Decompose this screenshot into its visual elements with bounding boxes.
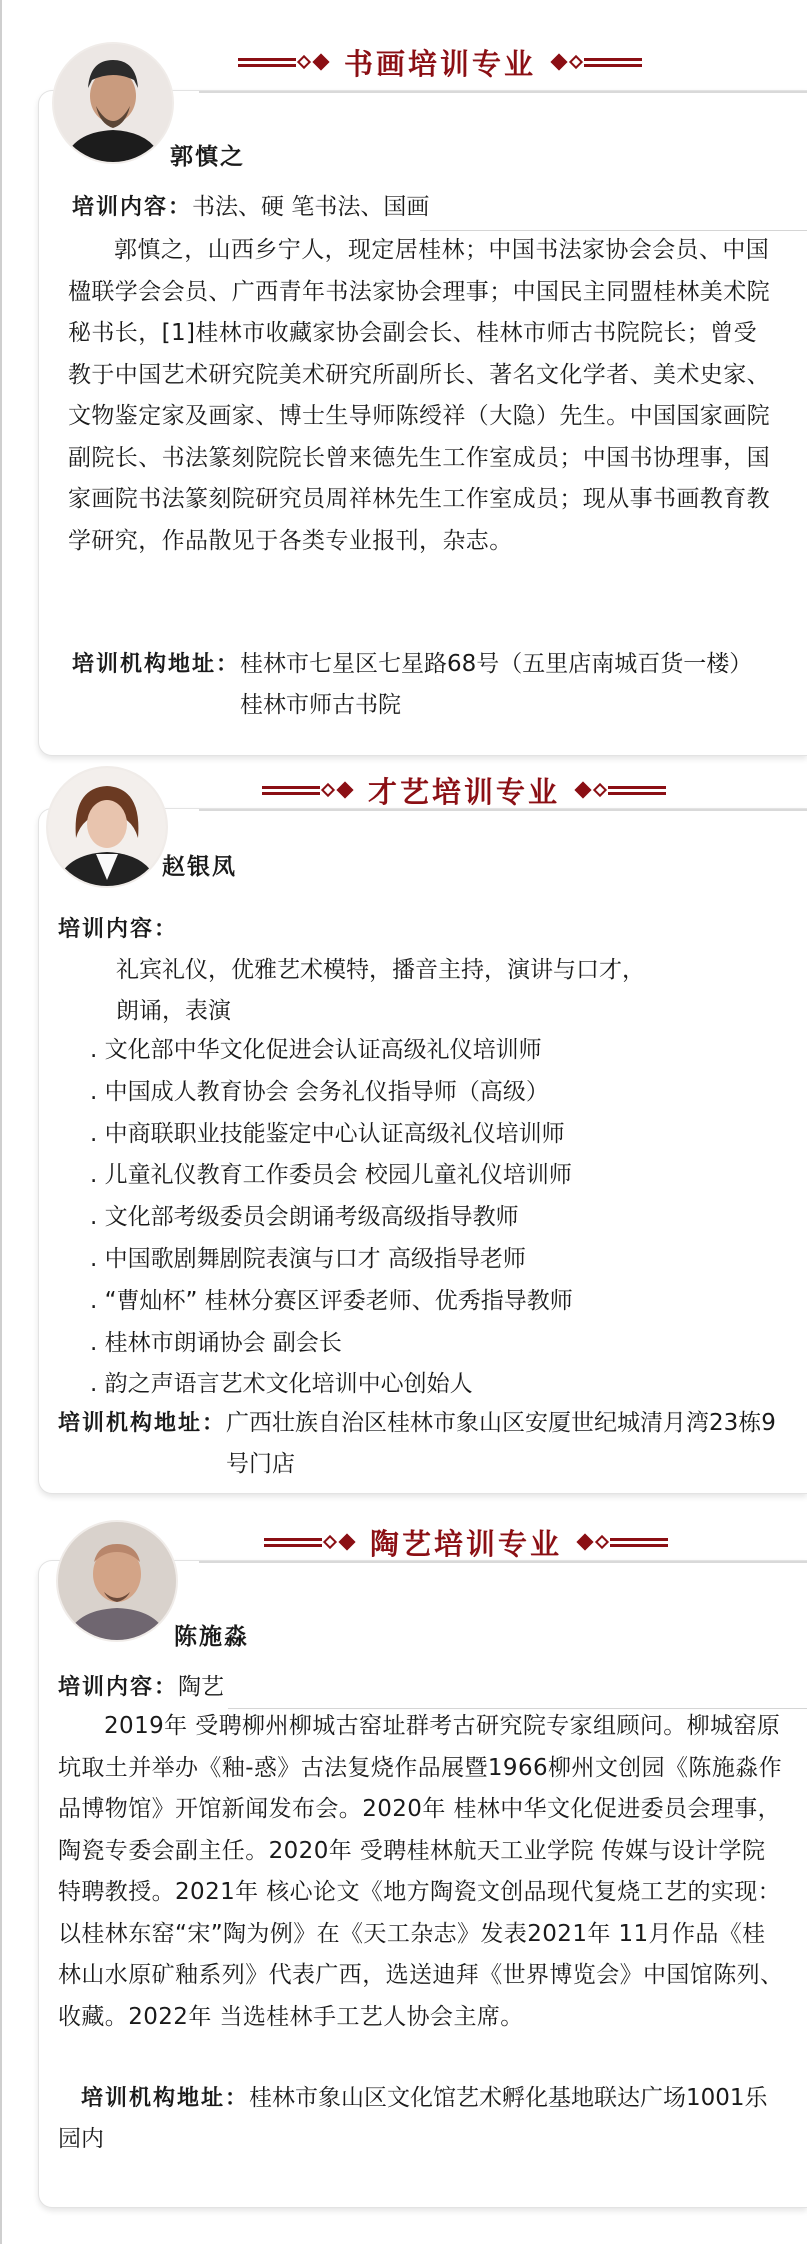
address-label: 培训机构地址： [81,2086,250,2111]
teacher-name: 郭慎之 [170,144,245,170]
content-label: 培训内容： [58,917,179,942]
content-row [72,186,429,229]
content-label: 培训内容： [72,195,193,220]
list-item: . 韵之声语言艺术文化培训中心创始人 [90,1371,473,1398]
right-ornament-icon [576,1536,668,1548]
section-title: 陶艺培训专业 [370,1526,563,1561]
list-item: . “曹灿杯” 桂林分赛区评委老师、优秀指导教师 [90,1287,573,1314]
avatar-zhao-yinfeng [46,766,168,888]
avatar-guo-shenzhi [52,42,174,164]
section-title: 书画培训专业 [344,46,537,81]
section-header-pottery [264,1522,668,1562]
content-value: 书法、硬 笔书法、国画 [192,194,430,220]
left-ornament-icon [264,1536,356,1548]
address-value: 桂林市七星区七星路68号（五里店南城百货一楼）桂林市师古书院 [240,651,753,718]
teacher-name: 赵银凤 [162,854,237,880]
list-item: . 儿童礼仪教育工作委员会 校园儿童礼仪培训师 [90,1162,572,1189]
right-ornament-icon [550,56,642,68]
list-item: . 桂林市朗诵协会 副会长 [90,1329,342,1356]
avatar-chen-shimiao [56,1520,178,1642]
list-item: . 文化部考级委员会朗诵考级高级指导教师 [90,1204,519,1231]
address-label: 培训机构地址： [58,1411,227,1436]
teacher-bio: 2019年 受聘柳州柳城古窑址群考古研究院专家组顾问。柳城窑原坑取土并举办《釉-惑》古法复烧作品展暨1966柳州文创园《陈施淼作品博物馆》开馆新闻发布会。2020年 桂林中华文化促进委员会理事，陶瓷专委会副主任。2020年 受聘桂林航天工业学院 传媒与设计学院特聘教授。2021年 核心论文《地方陶瓷文创品现代复烧工艺的实现：以桂林东窑“宋”陶为例》在《天工杂志》发表2021年 11月作品《桂林山水原矿釉系列》代表广西，选送迪拜《世界博览会》中国馆陈列、收藏。2022年 当选桂林手工艺人协会主席。 [58,1713,784,2030]
list-item: . 中商联职业技能鉴定中心认证高级礼仪培训师 [90,1120,565,1147]
address-row [72,644,772,726]
list-item: . 中国歌剧舞剧院表演与口才 高级指导老师 [90,1245,526,1272]
list-item: . 中国成人教育协会 会务礼仪指导师（高级） [90,1078,549,1105]
teacher-bio: 郭慎之，山西乡宁人，现定居桂林；中国书法家协会会员、中国楹联学会会员、广西青年书法家协会理事；中国民主同盟桂林美术院秘书长，[1]桂林市收藏家协会副会长、桂林市师古书院院长；曾受教于中国艺术研究院美术研究所副所长、著名文化学者、美术史家、文物鉴定家及画家、博士生导师陈绶祥（大隐）先生。中国国家画院副院长、书法篆刻院院长曾来德先生工作室成员；中国书协理事，国家画院书法篆刻院研究员周祥林先生工作室成员；现从事书画教育教学研究，作品散见于各类专业报刊，杂志。 [68,237,770,554]
left-ornament-icon [262,784,354,796]
portrait-woman-icon [48,768,166,886]
teacher-name: 陈施淼 [174,1624,249,1650]
address-label: 培训机构地址： [72,652,241,677]
address-row [58,2078,786,2160]
portrait-man-icon [54,44,172,162]
card-top-divider [199,91,807,93]
section-header-talent [262,770,666,810]
address-value: 广西壮族自治区桂林市象山区安厦世纪城清月湾23栋9号门店 [226,1410,776,1477]
list-item: . 文化部中华文化促进会认证高级礼仪培训师 [90,1037,542,1063]
portrait-man-icon [58,1522,176,1640]
content-value: 陶艺 [178,1674,225,1700]
content-line: 礼宾礼仪，优雅艺术模特，播音主持，演讲与口才， [116,957,645,983]
credential-list [90,1030,573,1406]
content-row [58,1666,224,1709]
page-edge-line [0,0,2,2244]
left-ornament-icon [238,56,330,68]
section-header-calligraphy [238,42,642,82]
content-line: 朗诵，表演 [116,998,231,1024]
address-value: 桂林市象山区文化馆艺术孵化基地联达广场1001乐园内 [58,2085,768,2152]
right-ornament-icon [574,784,666,796]
content-lines [116,950,645,1032]
content-label: 培训内容： [58,1675,179,1700]
address-row [58,1403,778,1485]
section-title: 才艺培训专业 [368,774,561,809]
